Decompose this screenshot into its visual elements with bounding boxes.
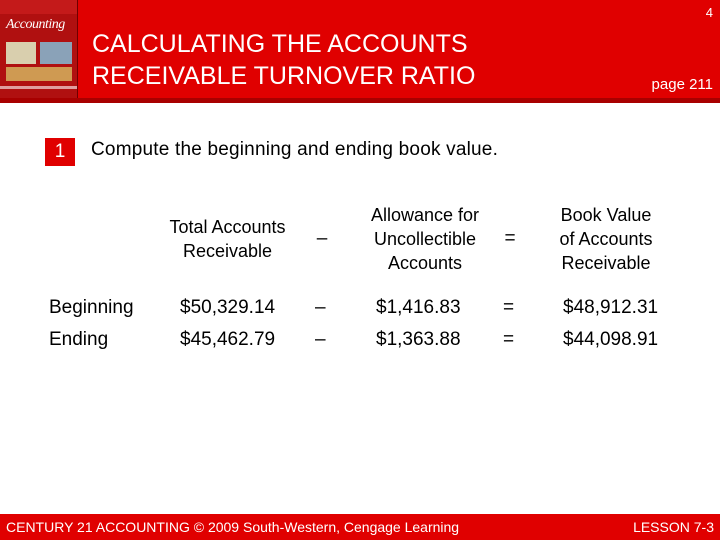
column-header-minus: – — [316, 228, 328, 249]
book-value-cell: $44,098.91 — [563, 329, 659, 350]
row-label: Ending — [49, 329, 109, 350]
equals-operator: = — [503, 297, 515, 318]
minus-operator: – — [315, 329, 326, 350]
column-header-allowance-uncollectible: Allowance for Uncollectible Accounts — [370, 205, 480, 273]
slide-title-line-1: CALCULATING THE ACCOUNTS — [92, 30, 468, 58]
book-cover-image — [0, 0, 78, 98]
footer-lesson: LESSON 7-3 — [633, 519, 714, 535]
book-value-cell: $48,912.31 — [563, 297, 659, 318]
header-shadow — [0, 98, 720, 103]
equals-operator: = — [503, 329, 515, 350]
column-header-total-accounts-receivable: Total Accounts Receivable — [169, 217, 286, 261]
minus-operator: – — [315, 297, 326, 318]
footer-copyright: CENTURY 21 ACCOUNTING © 2009 South-Western, Cengage Learning — [6, 519, 460, 535]
step-instruction: Compute the beginning and ending book value. — [91, 139, 499, 160]
slide-title — [92, 28, 562, 92]
total-ar-cell: $50,329.14 — [180, 297, 276, 318]
book-cover-logo: Accounting — [6, 17, 65, 32]
total-ar-cell: $45,462.79 — [180, 329, 276, 350]
page-reference: page 211 — [651, 76, 713, 93]
slide-number: 4 — [705, 5, 713, 20]
allowance-cell: $1,363.88 — [376, 329, 461, 350]
allowance-cell: $1,416.83 — [376, 297, 461, 318]
column-header-equals: = — [504, 228, 516, 249]
row-label: Beginning — [49, 297, 134, 318]
step-number-badge: 1 — [45, 138, 75, 166]
slide-title-line-2: RECEIVABLE TURNOVER RATIO — [92, 62, 476, 90]
column-header-book-value: Book Value of Accounts Receivable — [559, 205, 653, 273]
